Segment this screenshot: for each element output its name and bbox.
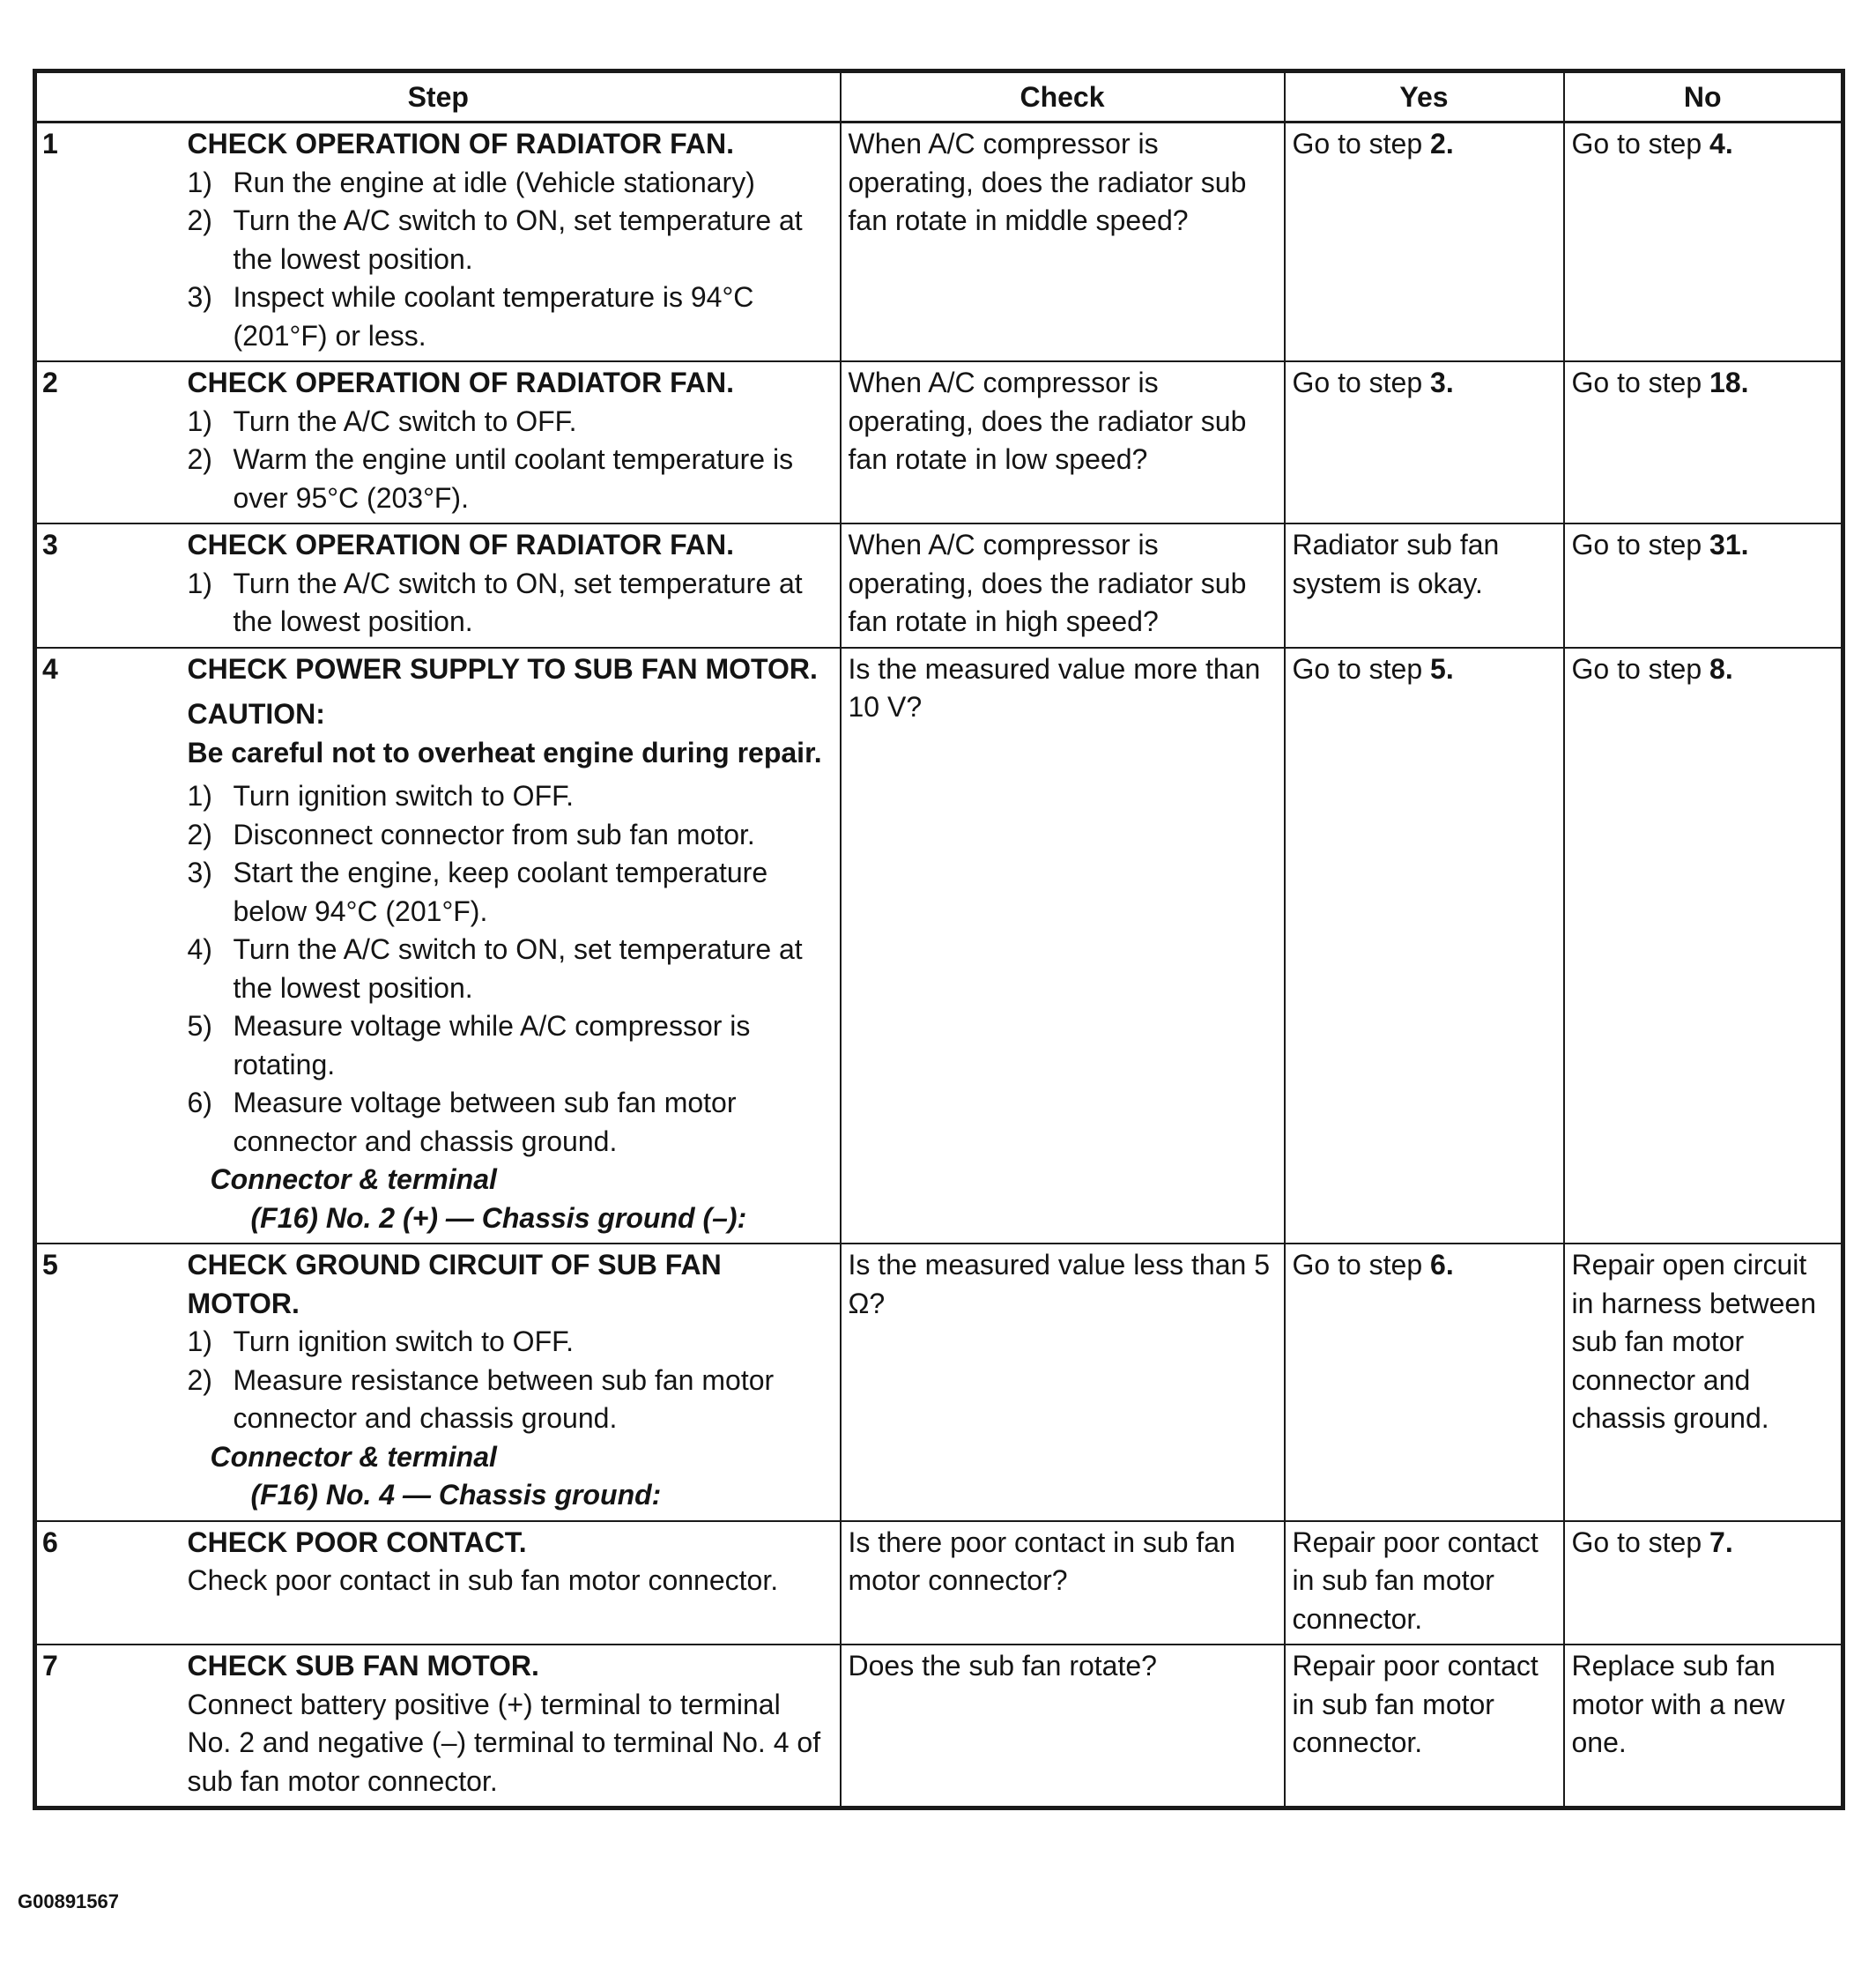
step-number: 3	[35, 523, 188, 648]
sub-step-number: 6)	[187, 1087, 212, 1118]
no-cell	[1564, 361, 1843, 523]
yes-step-ref: 2.	[1430, 128, 1454, 160]
sub-step-text: Measure resistance between sub fan motor connector and chassis ground.	[233, 1363, 775, 1434]
sub-step-number: 1)	[187, 166, 212, 198]
yes-text: Repair poor contact in sub fan motor connector.	[1292, 1650, 1539, 1758]
no-text: Repair open circuit in harness between sub fan motor connector and chassis ground.	[1571, 1249, 1817, 1434]
table-row	[35, 1521, 1843, 1645]
yes-cell	[1285, 361, 1564, 523]
no-cell	[1564, 523, 1843, 648]
step-title: CHECK GROUND CIRCUIT OF SUB FAN MOTOR.	[187, 1249, 722, 1319]
step-number: 7	[35, 1645, 188, 1808]
check-cell: Is there poor contact in sub fan motor connector?	[841, 1521, 1285, 1645]
sub-step-number: 1)	[187, 405, 212, 437]
connector-terminal-label: Connector & terminal	[210, 1163, 497, 1195]
no-text: Go to step	[1571, 652, 1710, 685]
connector-terminal-value: (F16) No. 4 — Chassis ground:	[250, 1479, 662, 1511]
no-cell	[1564, 1521, 1843, 1645]
sub-step-text: Turn the A/C switch to ON, set temperature at the lowest position.	[233, 567, 803, 637]
check-cell: When A/C compressor is operating, does the radiator sub fan rotate in high speed?	[841, 523, 1285, 648]
yes-step-ref: 6.	[1430, 1249, 1454, 1281]
sub-step-text: Turn the A/C switch to OFF.	[233, 405, 577, 437]
no-text: Go to step	[1571, 367, 1710, 398]
step-body: Check poor contact in sub fan motor connector.	[187, 1564, 779, 1596]
step-cell	[188, 648, 841, 1244]
step-cell	[188, 1645, 841, 1808]
check-cell: Is the measured value less than 5 Ω?	[841, 1244, 1285, 1521]
step-title: CHECK POOR CONTACT.	[187, 1526, 527, 1558]
sub-step-number: 3)	[187, 857, 212, 888]
sub-step-text: Measure voltage while A/C compressor is rotating.	[233, 1010, 751, 1080]
step-title: CHECK SUB FAN MOTOR.	[187, 1650, 539, 1682]
connector-terminal-value: (F16) No. 2 (+) — Chassis ground (–):	[250, 1201, 747, 1234]
no-text: Replace sub fan motor with a new one.	[1571, 1650, 1785, 1758]
yes-cell	[1285, 123, 1564, 362]
table-row	[35, 1645, 1843, 1808]
no-step-ref: 8.	[1709, 652, 1733, 685]
sub-step-number: 1)	[187, 567, 212, 599]
sub-step-number: 1)	[187, 1325, 212, 1357]
yes-text: Repair poor contact in sub fan motor connector.	[1292, 1526, 1539, 1635]
sub-step	[188, 278, 829, 355]
yes-step-ref: 3.	[1430, 367, 1454, 398]
step-title: CHECK POWER SUPPLY TO SUB FAN MOTOR.	[187, 652, 818, 685]
sub-step-text: Start the engine, keep coolant temperature below 94°C (201°F).	[233, 857, 768, 927]
header-no: No	[1564, 71, 1843, 123]
yes-cell	[1285, 648, 1564, 1244]
yes-text: Go to step	[1292, 1249, 1431, 1281]
step-number: 5	[35, 1244, 188, 1521]
sub-step-number: 5)	[187, 1010, 212, 1042]
sub-step	[188, 565, 829, 642]
yes-text: Radiator sub fan system is okay.	[1292, 529, 1500, 599]
yes-cell	[1285, 523, 1564, 648]
sub-step-number: 4)	[187, 933, 212, 965]
step-cell	[188, 523, 841, 648]
yes-text: Go to step	[1292, 128, 1431, 160]
sub-step-text: Run the engine at idle (Vehicle stationary)	[233, 166, 755, 198]
sub-step	[188, 1007, 829, 1084]
sub-step-number: 2)	[187, 204, 212, 236]
sub-step	[188, 164, 829, 203]
caution-label: CAUTION:	[187, 698, 325, 730]
yes-text: Go to step	[1292, 367, 1431, 398]
check-cell: Is the measured value more than 10 V?	[841, 648, 1285, 1244]
step-number: 6	[35, 1521, 188, 1645]
table-row	[35, 361, 1843, 523]
sub-step-text: Measure voltage between sub fan motor connector and chassis ground.	[233, 1087, 737, 1157]
table-row	[35, 123, 1843, 362]
header-row	[35, 71, 1843, 123]
yes-cell	[1285, 1645, 1564, 1808]
yes-step-ref: 5.	[1430, 652, 1454, 685]
no-cell	[1564, 123, 1843, 362]
sub-step-number: 2)	[187, 1363, 212, 1396]
sub-step-text: Inspect while coolant temperature is 94°C (201°F) or less.	[233, 281, 754, 352]
check-cell: Does the sub fan rotate?	[841, 1645, 1285, 1808]
sub-step-text: Turn the A/C switch to ON, set temperature at the lowest position.	[233, 204, 803, 275]
sub-step-text: Turn ignition switch to OFF.	[233, 780, 574, 812]
no-step-ref: 4.	[1709, 128, 1733, 160]
step-cell	[188, 361, 841, 523]
no-step-ref: 7.	[1709, 1526, 1733, 1558]
sub-step	[188, 1362, 829, 1438]
no-text: Go to step	[1571, 529, 1710, 561]
sub-step	[188, 202, 829, 278]
diagnostic-table	[33, 69, 1845, 1810]
check-cell: When A/C compressor is operating, does the radiator sub fan rotate in middle speed?	[841, 123, 1285, 362]
sub-step-text: Disconnect connector from sub fan motor.	[233, 818, 755, 850]
no-text: Go to step	[1571, 128, 1710, 160]
sub-step-number: 2)	[187, 818, 212, 850]
step-title: CHECK OPERATION OF RADIATOR FAN.	[187, 367, 734, 398]
step-number: 4	[35, 648, 188, 1244]
no-cell	[1564, 648, 1843, 1244]
sub-step-text: Turn the A/C switch to ON, set temperature at the lowest position.	[233, 933, 803, 1004]
diagnostic-document	[33, 69, 1841, 1810]
caution-text: Be careful not to overheat engine during repair.	[187, 736, 822, 768]
no-cell	[1564, 1244, 1843, 1521]
sub-step	[188, 777, 829, 816]
sub-step	[188, 403, 829, 442]
no-step-ref: 31.	[1709, 529, 1749, 561]
yes-cell	[1285, 1521, 1564, 1645]
sub-step-number: 2)	[187, 443, 212, 475]
header-step: Step	[35, 71, 841, 123]
step-title: CHECK OPERATION OF RADIATOR FAN.	[187, 128, 734, 160]
check-cell: When A/C compressor is operating, does the radiator sub fan rotate in low speed?	[841, 361, 1285, 523]
sub-step	[188, 441, 829, 517]
no-text: Go to step	[1571, 1526, 1710, 1558]
table-row	[35, 1244, 1843, 1521]
step-cell	[188, 123, 841, 362]
table-row	[35, 648, 1843, 1244]
figure-id: G00891567	[18, 1890, 119, 1912]
sub-step-text: Warm the engine until coolant temperature is over 95°C (203°F).	[233, 443, 794, 514]
step-body: Connect battery positive (+) terminal to terminal No. 2 and negative (–) terminal to terminal No. 4 of sub fan motor connector.	[187, 1688, 821, 1797]
no-cell	[1564, 1645, 1843, 1808]
no-step-ref: 18.	[1709, 367, 1749, 398]
yes-cell	[1285, 1244, 1564, 1521]
sub-step	[188, 816, 829, 855]
connector-terminal-label: Connector & terminal	[210, 1440, 497, 1473]
header-yes: Yes	[1285, 71, 1564, 123]
yes-text: Go to step	[1292, 652, 1431, 685]
table-row	[35, 523, 1843, 648]
step-cell	[188, 1244, 841, 1521]
sub-step-text: Turn ignition switch to OFF.	[233, 1325, 574, 1357]
sub-step	[188, 1323, 829, 1362]
step-number: 2	[35, 361, 188, 523]
sub-step-number: 3)	[187, 281, 212, 313]
sub-step	[188, 931, 829, 1007]
sub-step	[188, 854, 829, 931]
sub-step-number: 1)	[187, 780, 212, 812]
sub-step	[188, 1084, 829, 1161]
header-check: Check	[841, 71, 1285, 123]
step-title: CHECK OPERATION OF RADIATOR FAN.	[187, 529, 734, 561]
step-number: 1	[35, 123, 188, 362]
step-cell	[188, 1521, 841, 1645]
